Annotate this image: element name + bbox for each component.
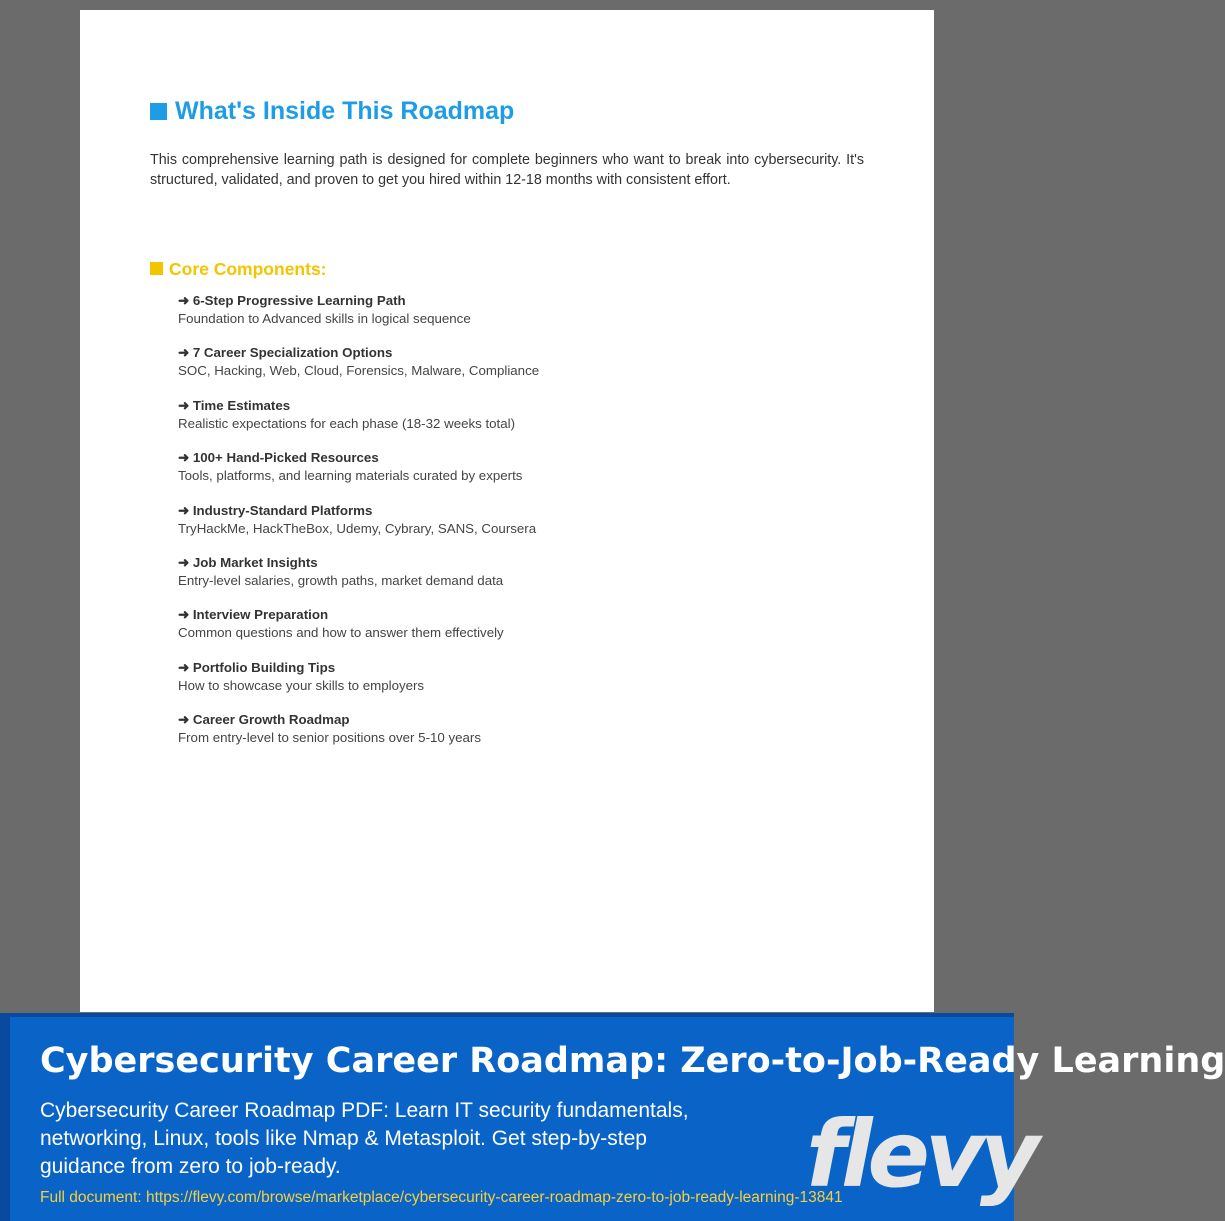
- list-item: [178, 344, 778, 396]
- list-item: [178, 449, 778, 501]
- component-description: TryHackMe, HackTheBox, Udemy, Cybrary, SANS, Coursera: [178, 520, 537, 536]
- banner-left-edge: [0, 1013, 10, 1221]
- document-page: [80, 10, 934, 1012]
- core-components-heading: [150, 258, 327, 280]
- intro-paragraph: This comprehensive learning path is designed for complete beginners who want to break into cybersecurity. It's structured, validated, and proven to get you hired within 12-18 months with consistent effort.: [150, 152, 864, 188]
- list-item: [178, 606, 778, 658]
- list-item: [178, 292, 778, 344]
- component-title: ➜ Portfolio Building Tips: [178, 659, 336, 675]
- document-banner: [0, 1013, 1225, 1221]
- banner-description: Cybersecurity Career Roadmap PDF: Learn IT security fundamentals, networking, Linux, tools like Nmap & Metasploit. Get step-by-step guidance from zero to job-ready.: [40, 1099, 689, 1178]
- list-item: [178, 502, 778, 554]
- component-description: Entry-level salaries, growth paths, market demand data: [178, 572, 504, 588]
- component-title: ➜ Interview Preparation: [178, 607, 329, 623]
- banner-title: Cybersecurity Career Roadmap: Zero-to-Job-Ready Learning: [40, 1041, 1225, 1081]
- list-item: [178, 711, 778, 763]
- core-components-heading-text: Core Components:: [169, 259, 327, 279]
- full-document-link[interactable]: Full document: https://flevy.com/browse/marketplace/cybersecurity-career-roadmap-zero-to-job-ready-learning-13841: [40, 1189, 843, 1206]
- section-heading-text: What's Inside This Roadmap: [175, 97, 515, 125]
- component-description: SOC, Hacking, Web, Cloud, Forensics, Malware, Compliance: [178, 363, 540, 379]
- components-list: [178, 292, 778, 764]
- component-title: ➜ Career Growth Roadmap: [178, 712, 350, 728]
- component-title: ➜ 100+ Hand-Picked Resources: [178, 450, 379, 466]
- list-item: [178, 659, 778, 711]
- component-title: ➜ Time Estimates: [178, 397, 291, 413]
- blue-square-icon: [150, 103, 167, 120]
- section-heading: [150, 96, 514, 126]
- component-description: Foundation to Advanced skills in logical sequence: [178, 311, 471, 326]
- component-title: ➜ Job Market Insights: [178, 554, 318, 570]
- flevy-logo: flevy: [806, 1101, 1035, 1208]
- yellow-square-icon: [150, 262, 163, 275]
- component-description: Common questions and how to answer them effectively: [178, 625, 504, 641]
- component-description: How to showcase your skills to employers: [178, 677, 425, 693]
- component-description: From entry-level to senior positions over 5-10 years: [178, 730, 481, 746]
- component-description: Realistic expectations for each phase (18-32 weeks total): [178, 415, 516, 431]
- component-title: ➜ 7 Career Specialization Options: [178, 345, 393, 361]
- component-title: ➜ Industry-Standard Platforms: [178, 502, 373, 518]
- list-item: [178, 554, 778, 606]
- banner-top-border: [0, 1013, 1014, 1017]
- list-item: [178, 397, 778, 449]
- component-title: ➜ 6-Step Progressive Learning Path: [178, 293, 406, 308]
- component-description: Tools, platforms, and learning materials curated by experts: [178, 468, 523, 484]
